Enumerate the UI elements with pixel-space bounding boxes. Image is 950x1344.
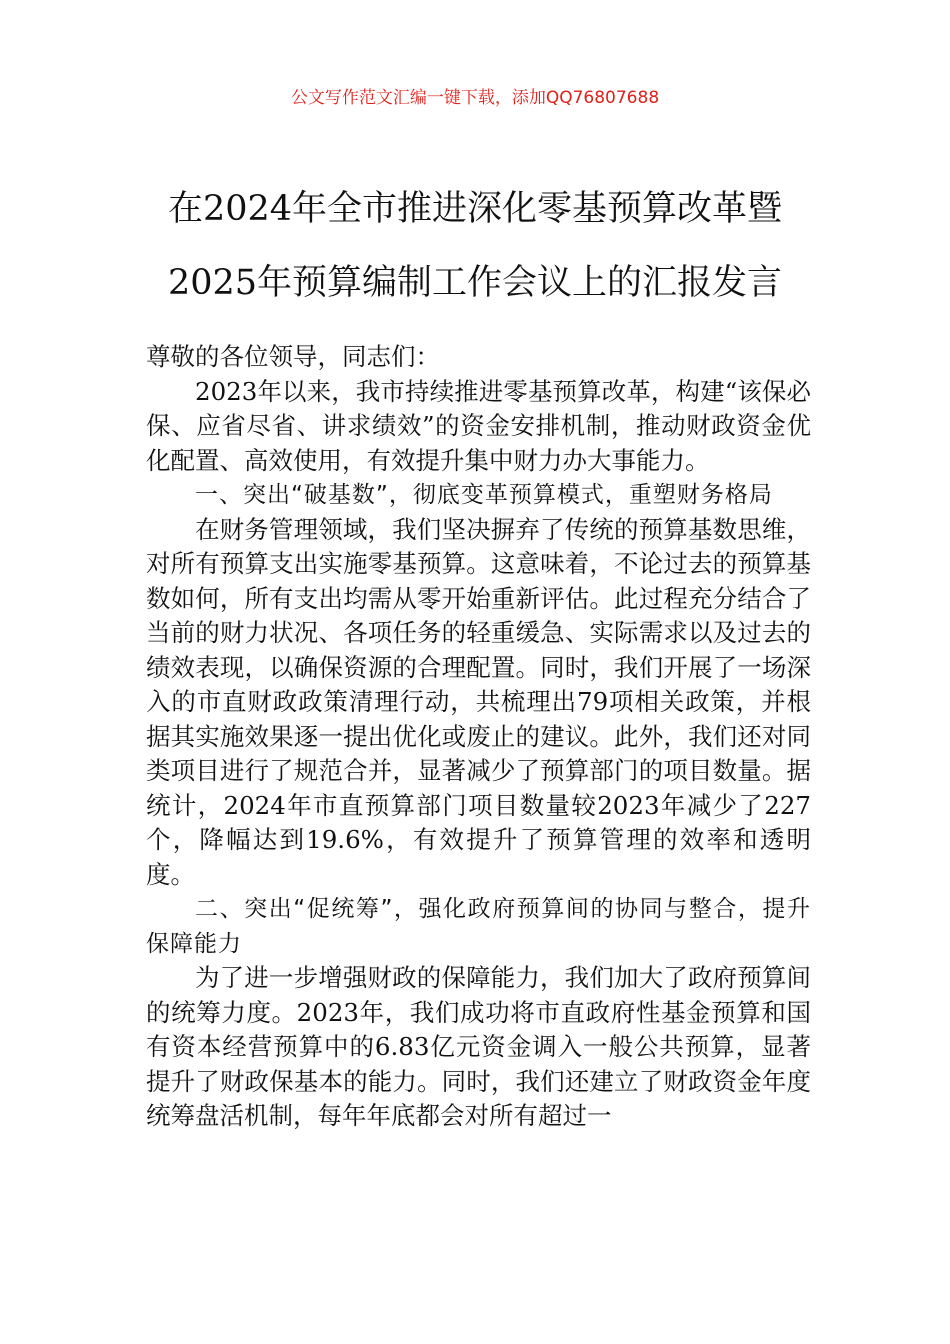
title-line-1: 在2024年全市推进深化零基预算改革暨 [167,189,783,229]
watermark-header: 公文写作范文汇编一键下载，添加QQ76807688 [290,88,660,108]
title-line-2: 2025年预算编制工作会议上的汇报发言 [167,263,783,303]
section-heading-2: 二、突出“促统筹”，强化政府预算间的协同与整合，提升保障能力 [146,896,811,957]
salutation: 尊敬的各位领导，同志们： [146,342,440,371]
document-body [146,340,811,1134]
section-1-paragraph: 在财务管理领域，我们坚决摒弃了传统的预算基数思维，对所有预算支出实施零基预算。这意味着，不论过去的预算基数如何，所有支出均需从零开始重新评估。此过程充分结合了当前的财力状况、各项任务的轻重缓急、实际需求以及过去的绩效表现，以确保资源的合理配置。同时，我们开展了一场深入的市直财政政策清理行动，共梳理出79项相关政策，并根据其实施效果逐一提出优化或废止的建议。此外，我们还对同类项目进行了规范合并，显著减少了预算部门的项目数量。据统计，2024年市直预算部门项目数量较2023年减少了227个，降幅达到19.6%，有效提升了预算管理的效率和透明度。 [146,514,811,889]
section-2-paragraph: 为了进一步增强财政的保障能力，我们加大了政府预算间的统筹力度。2023年，我们成功将市直政府性基金预算和国有资本经营预算中的6.83亿元资金调入一般公共预算，显著提升了财政保基本的能力。同时，我们还建立了财政资金年度统筹盘活机制，每年年底都会对所有超过一 [146,963,811,1130]
document-title [0,172,950,320]
intro-paragraph: 2023年以来，我市持续推进零基预算改革，构建“该保必保、应省尽省、讲求绩效”的资金安排机制，推动财政资金优化配置、高效使用，有效提升集中财力办大事能力。 [146,376,811,475]
section-heading-1: 一、突出“破基数”，彻底变革预算模式，重塑财务格局 [195,482,773,508]
